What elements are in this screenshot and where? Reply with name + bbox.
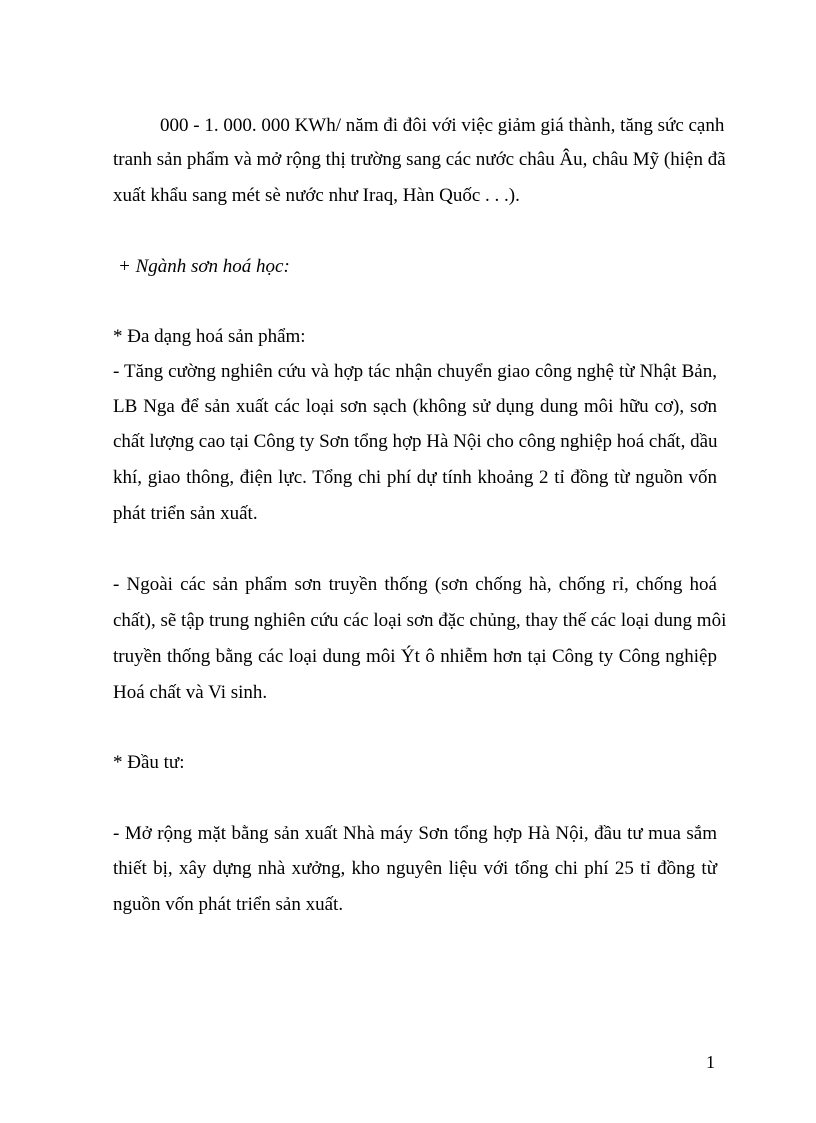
para2-line-1: - Tăng cường nghiên cứu và hợp tác nhận chuyển giao công nghệ từ Nhật Bản, [113, 361, 717, 382]
invest-heading: * Đầu tư: [113, 752, 185, 773]
para2-line-3: chất lượng cao tại Công ty Sơn tổng hợp Hà Nội cho công nghiệp hoá chất, dầu [113, 431, 718, 452]
para4-line-1: - Mở rộng mặt bằng sản xuất Nhà máy Sơn tổng hợp Hà Nội, đầu tư mua sắm [113, 823, 717, 844]
para2-line-2: LB Nga để sản xuất các loại sơn sạch (không sử dụng dung môi hữu cơ), sơn [113, 396, 717, 417]
para4-line-2: thiết bị, xây dựng nhà xưởng, kho nguyên liệu với tổng chi phí 25 tỉ đồng từ [113, 858, 717, 879]
section-heading: + Ngành sơn hoá học: [118, 256, 290, 277]
para2-line-5: phát triển sản xuất. [113, 503, 258, 524]
para3-line-1: - Ngoài các sản phẩm sơn truyền thống (sơn chống hà, chống rỉ, chống hoá [113, 574, 717, 595]
para2-line-4: khí, giao thông, điện lực. Tổng chi phí dự tính khoảng 2 tỉ đồng từ nguồn vốn [113, 467, 717, 488]
para3-line-3: truyền thống bằng các loại dung môi Ýt ô nhiễm hơn tại Công ty Công nghiệp [113, 646, 717, 667]
para3-line-2: chất), sẽ tập trung nghiên cứu các loại sơn đặc chủng, thay thế các loại dung môi [113, 610, 727, 631]
page-number: 1 [706, 1052, 715, 1072]
diversify-heading: * Đa dạng hoá sản phẩm: [113, 326, 306, 347]
para1-line-2: tranh sản phẩm và mở rộng thị trường sang các nước châu Âu, châu Mỹ (hiện đã [113, 149, 726, 170]
para1-line-3: xuất khẩu sang mét sè nước như Iraq, Hàn Quốc . . .). [113, 185, 520, 206]
para3-line-4: Hoá chất và Vi sinh. [113, 682, 268, 703]
para1-line-1: 000 - 1. 000. 000 KWh/ năm đi đôi với việc giảm giá thành, tăng sức cạnh [160, 115, 725, 136]
para4-line-3: nguồn vốn phát triển sản xuất. [113, 894, 344, 915]
